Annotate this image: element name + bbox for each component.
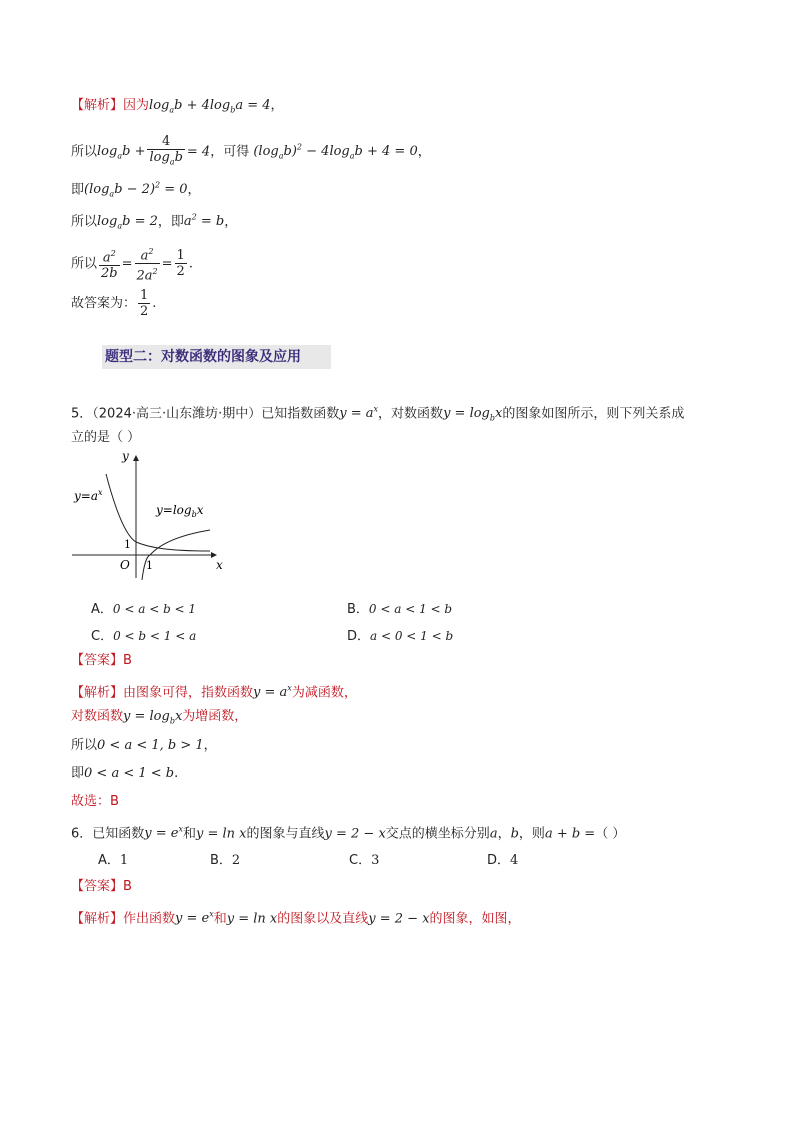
q5-analysis-line-4: 即0 < a < 1 < b. <box>71 766 179 781</box>
analysis-tag: 【解析】 <box>71 98 124 113</box>
q5-option-c[interactable]: C．0 < b < 1 < a <box>91 629 197 644</box>
formula: a + b = <box>544 826 596 842</box>
formula: $\log_ab$ + <box>97 144 146 161</box>
formula: $(\log_ab)^2 - 4\log_ab + 4 = 0$ <box>253 142 418 161</box>
fraction: $\frac{4}{\log_ab}$ <box>149 134 183 167</box>
log-label: $y=\log_bx$ <box>156 503 204 519</box>
q5-option-b[interactable]: B．0 < a < 1 < b <box>347 602 453 617</box>
formula: $y = e^x$ <box>175 910 214 927</box>
q5-conclusion: 故选：B <box>71 794 119 809</box>
final-answer-line: 故答案为： $\frac{1}{2}$ . <box>71 288 157 319</box>
formula: 0 < a < 1, b > 1 <box>97 738 204 753</box>
q5-option-d[interactable]: D．a < 0 < 1 < b <box>347 629 454 644</box>
q5-stem-line-2: 立的是（ ） <box>71 430 141 445</box>
q6-option-d[interactable]: D．4 <box>487 853 519 868</box>
fraction: $\frac{a^2}{2a^2}$ <box>135 244 160 284</box>
formula: $\log_ab = 2$ <box>97 214 158 231</box>
q5-answer-line: 【答案】B <box>71 653 132 668</box>
function-graph <box>70 452 226 580</box>
formula: $y = a^x$ <box>339 405 379 422</box>
analysis-line-1: 【解析】因为$\log_ab + 4\log_ba = 4$， <box>71 98 284 115</box>
formula: y = ln x <box>226 911 278 927</box>
fraction: $\frac{1}{2}$ <box>140 288 149 319</box>
q6-option-a[interactable]: A．1 <box>98 853 129 868</box>
q5-option-a[interactable]: A．0 < a < b < 1 <box>91 602 197 617</box>
formula: $y = \log_bx$ <box>443 406 503 423</box>
x-axis-label: x <box>216 558 223 572</box>
analysis-line-2: 所以$\log_ab$ + $\frac{4}{\log_ab}$ = 4，可得 $(\log_ab)^2 - 4\log_ab + 4 = 0$， <box>71 134 431 170</box>
q6-analysis-line: 【解析】作出函数$y = e^x$和y = ln x的图象以及直线y = 2 − x的图象，如图， <box>71 910 521 927</box>
q6-stem: 6．已知函数$y = e^x$和y = ln x的图象与直线y = 2 − x交点的横坐标分别a，b，则a + b =（ ） <box>71 825 626 842</box>
x-one-label: 1 <box>146 559 153 572</box>
y-one-label: 1 <box>124 538 131 551</box>
q6-option-b[interactable]: B．2 <box>210 853 241 868</box>
formula: y = 2 − x <box>324 826 386 842</box>
formula: $a^2 = b$ <box>183 213 225 230</box>
formula: 0 < a < 1 < b <box>84 766 175 781</box>
origin-label: O <box>120 558 130 572</box>
formula: y = 2 − x <box>368 911 430 927</box>
q6-option-c[interactable]: C．3 <box>349 853 380 868</box>
analysis-line-4: 所以$\log_ab = 2$，即$a^2 = b$， <box>71 213 238 231</box>
q5-stem-line-1: 5．（2024·高三·山东潍坊·期中）已知指数函数$y = a^x$，对数函数$y = \log_bx$的图象如图所示，则下列关系成 <box>71 405 685 423</box>
q5-analysis-line-2: 对数函数$y = \log_bx$为增函数， <box>71 709 248 726</box>
section-title: 题型二：对数函数的图象及应用 <box>102 345 331 369</box>
exp-label: $y=a^x$ <box>74 488 103 503</box>
formula: y = ln x <box>196 826 247 842</box>
y-axis-label: y <box>122 452 129 463</box>
fraction: $\frac{a^2}{2b}$ <box>99 246 120 281</box>
fraction: $\frac{1}{2}$ <box>176 248 185 280</box>
formula: $y = \log_bx$ <box>123 709 183 726</box>
q5-analysis-line-1: 【解析】由图象可得，指数函数$y = a^x$为减函数， <box>71 684 357 701</box>
analysis-line-5: 所以 $\frac{a^2}{2b}$ = $\frac{a^2}{2a^2}$ = $\frac{1}{2}$ . <box>71 244 193 284</box>
q5-analysis-line-3: 所以0 < a < 1, b > 1， <box>71 738 217 753</box>
q6-answer-line: 【答案】B <box>71 879 132 894</box>
formula: $y = a^x$ <box>253 684 292 701</box>
formula: $(\log_ab - 2)^2 = 0$ <box>84 181 188 199</box>
analysis-line-3: 即$(\log_ab - 2)^2 = 0$， <box>71 181 201 199</box>
formula: $\log_ab + 4\log_ba = 4$ <box>149 98 271 115</box>
formula: $y = e^x$ <box>144 825 183 842</box>
